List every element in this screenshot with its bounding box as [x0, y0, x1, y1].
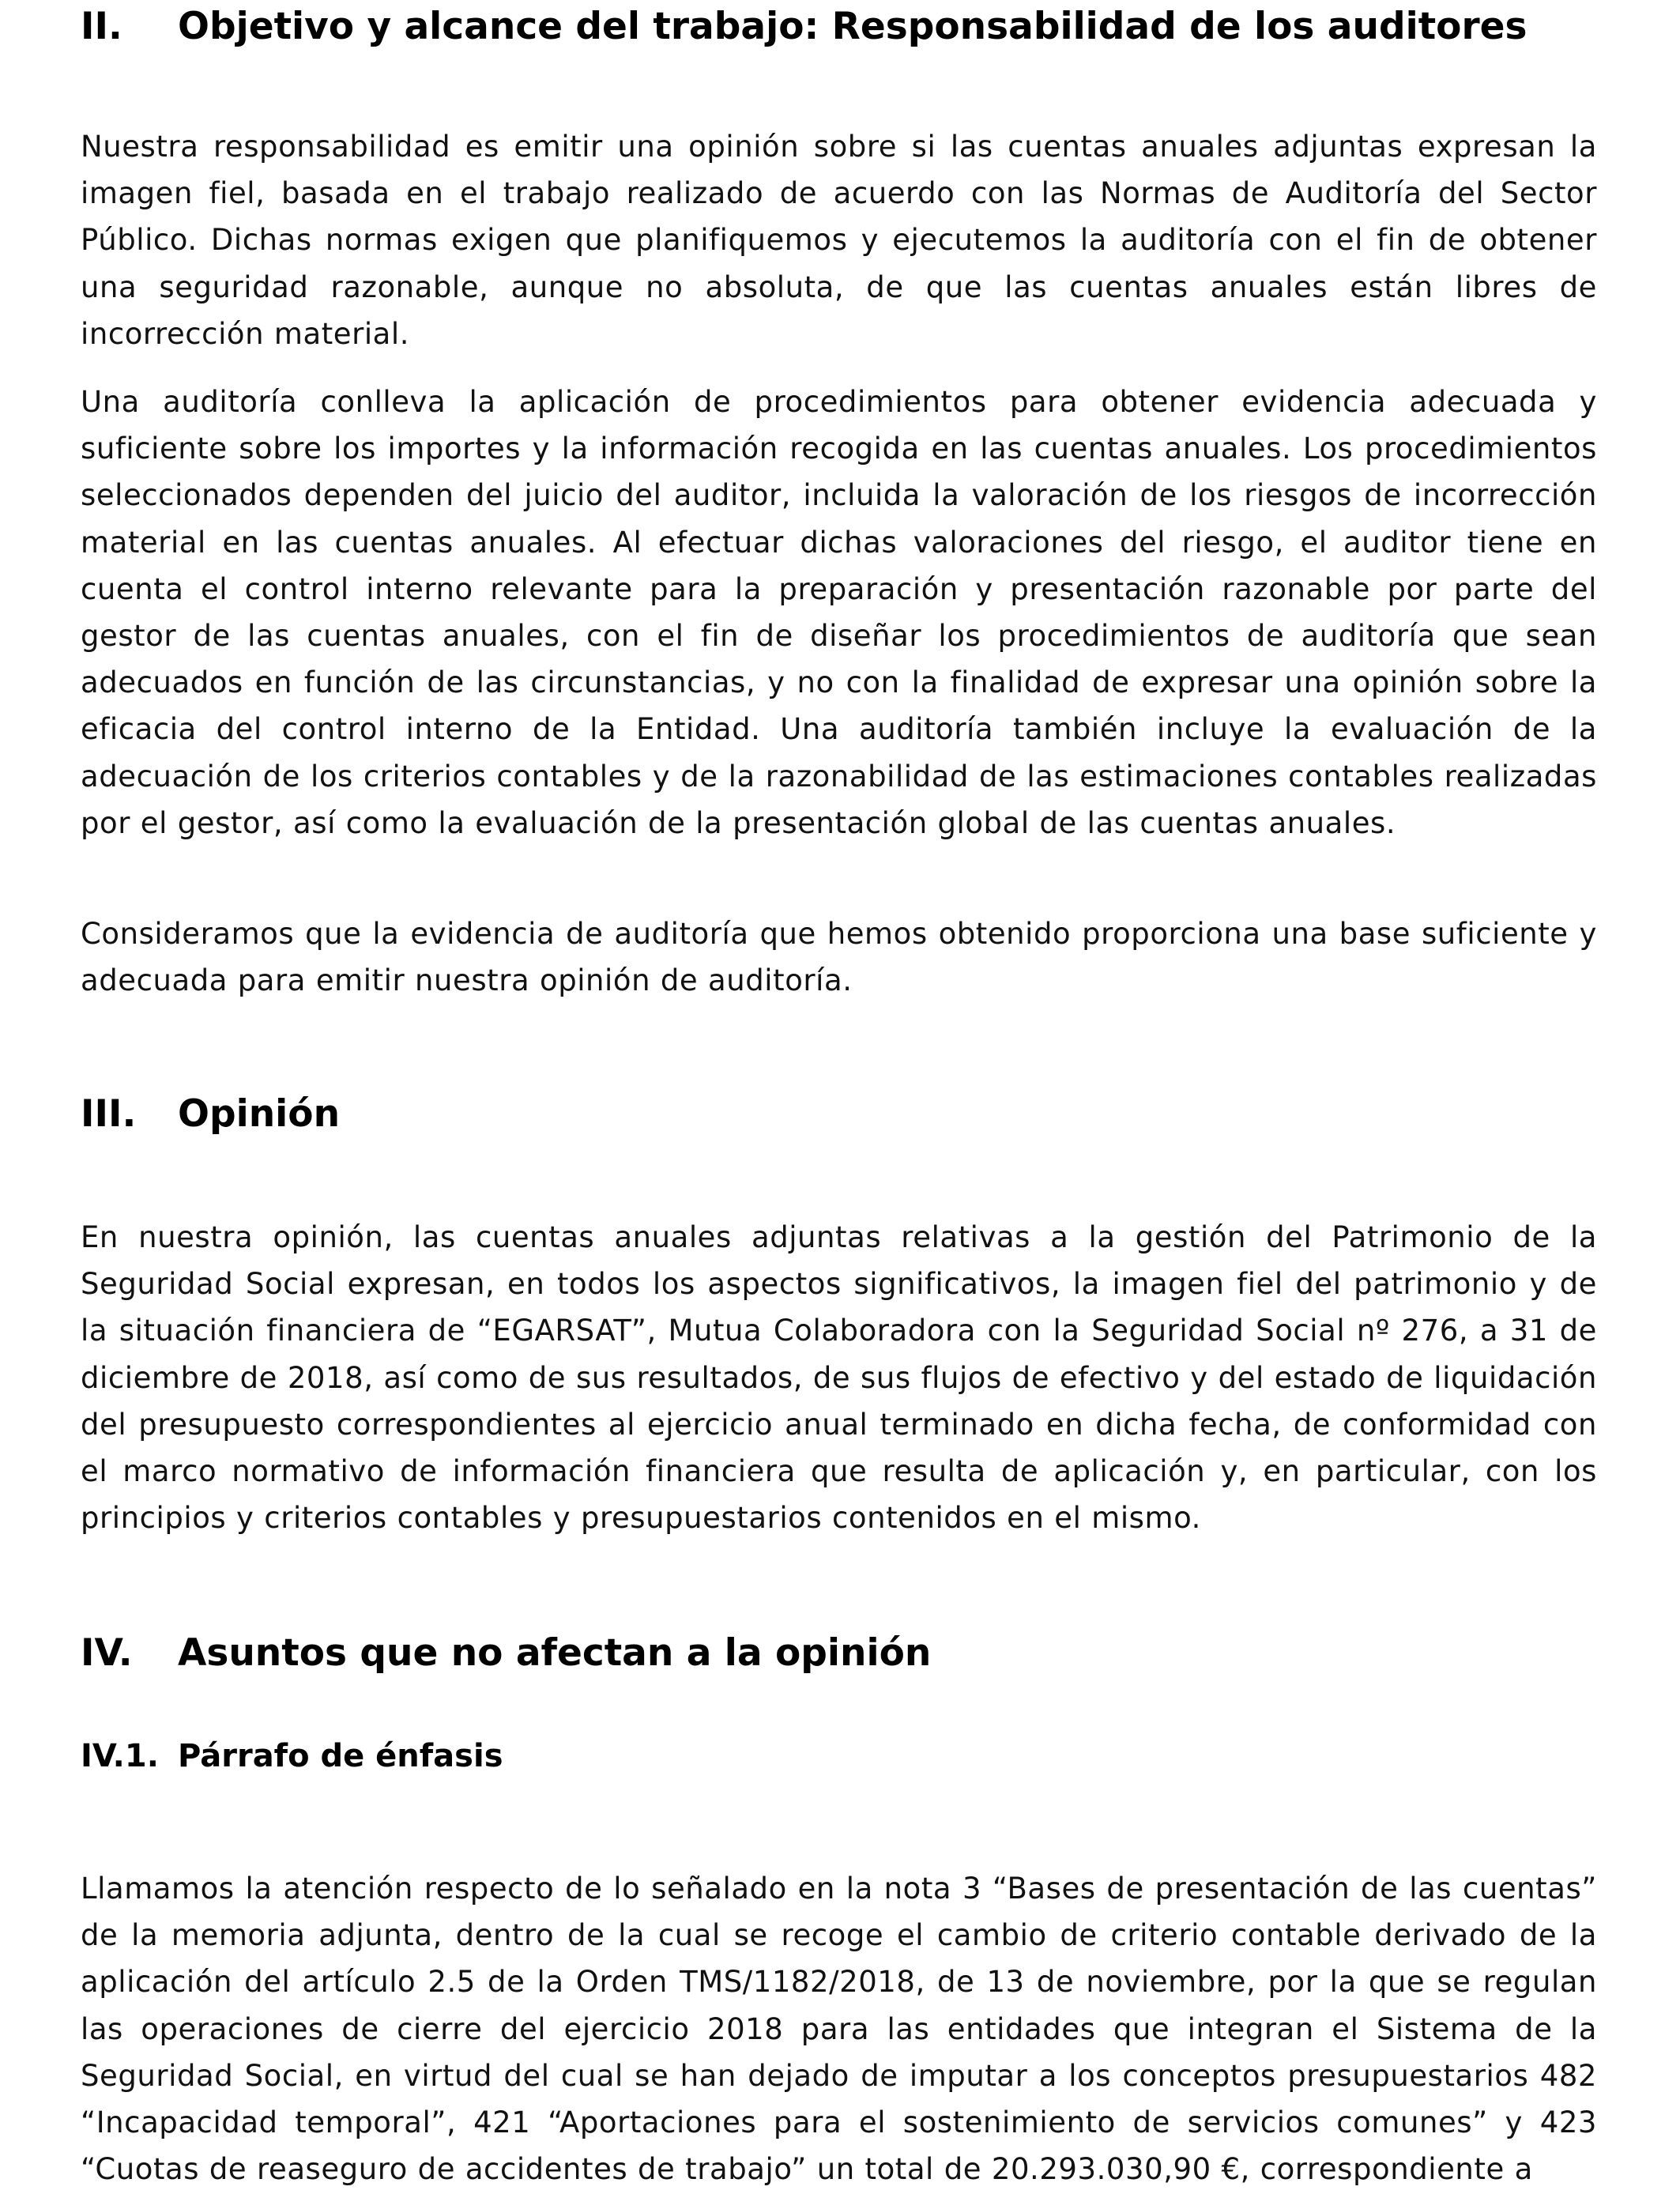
paragraph: Nuestra responsabilidad es emitir una opinión sobre si las cuentas anuales adjuntas expresan la imagen fiel, basada en el trabajo realizado de acuerdo con las Normas de Auditoría del Sector Público. Dichas normas exigen que planifiquemos y ejecutemos la auditoría con el fin de obtener una seguridad razonable, aunque no absoluta, de que las cuentas anuales están libres de incorrección material. — [81, 130, 1597, 351]
section-number: III. — [81, 1092, 137, 1136]
section-heading-iv — [81, 1630, 1597, 1677]
section-title: Opinión — [178, 1092, 341, 1136]
subsection-title: Párrafo de énfasis — [178, 1738, 503, 1774]
section-number: IV. — [81, 1631, 133, 1675]
subsection-number: IV.1. — [81, 1738, 159, 1774]
subsection-heading-iv-1 — [81, 1736, 1597, 1777]
paragraph: Una auditoría conlleva la aplicación de procedimientos para obtener evidencia adecuada y suficiente sobre los importes y la información recogida en las cuentas anuales. Los procedimientos seleccionados dependen del juicio del auditor, incluida la valoración de los riesgos de incorrección material en las cuentas anuales. Al efectuar dichas valoraciones del riesgo, el auditor tiene en cuenta el control interno relevante para la preparación y presentación razonable por parte del gestor de las cuentas anuales, con el fin de diseñar los procedimientos de auditoría que sean adecuados en función de las circunstancias, y no con la finalidad de expresar una opinión sobre la eficacia del control interno de la Entidad. Una auditoría también incluye la evaluación de la adecuación de los criterios contables y de la razonabilidad de las estimaciones contables realizadas por el gestor, así como la evaluación de la presentación global de las cuentas anuales. — [81, 385, 1597, 840]
paragraph: En nuestra opinión, las cuentas anuales adjuntas relativas a la gestión del Patrimonio de la Seguridad Social expresan, en todos los aspectos significativos, la imagen fiel del patrimonio y de la situación financiera de “EGARSAT”, Mutua Colaboradora con la Seguridad Social nº 276, a 31 de diciembre de 2018, así como de sus resultados, de sus flujos de efectivo y del estado de liquidación del presupuesto correspondientes al ejercicio anual terminado en dicha fecha, de conformidad con el marco normativo de información financiera que resulta de aplicación y, en particular, con los principios y criterios contables y presupuestarios contenidos en el mismo. — [81, 1220, 1597, 1536]
paragraph: Llamamos la atención respecto de lo señalado en la nota 3 “Bases de presentación de las cuentas” de la memoria adjunta, dentro de la cual se recoge el cambio de criterio contable derivado de la aplicación del artículo 2.5 de la Orden TMS/1182/2018, de 13 de noviembre, por la que se regulan las operaciones de cierre del ejercicio 2018 para las entidades que integran el Sistema de la Seguridad Social, en virtud del cual se han dejado de imputar a los conceptos presupuestarios 482 “Incapacidad temporal”, 421 “Aportaciones para el sostenimiento de servicios comunes” y 423 “Cuotas de reaseguro de accidentes de trabajo” un total de 20.293.030,90 €, correspondiente a — [81, 1872, 1597, 2187]
section-heading-iii — [81, 1091, 1597, 1138]
section-number: II. — [81, 5, 122, 48]
section-heading-ii — [81, 3, 1597, 51]
section-title: Objetivo y alcance del trabajo: Responsabilidad de los auditores — [178, 5, 1527, 48]
paragraph: Consideramos que la evidencia de auditoría que hemos obtenido proporciona una base suficiente y adecuada para emitir nuestra opinión de auditoría. — [81, 917, 1597, 998]
section-title: Asuntos que no afectan a la opinión — [178, 1631, 932, 1675]
